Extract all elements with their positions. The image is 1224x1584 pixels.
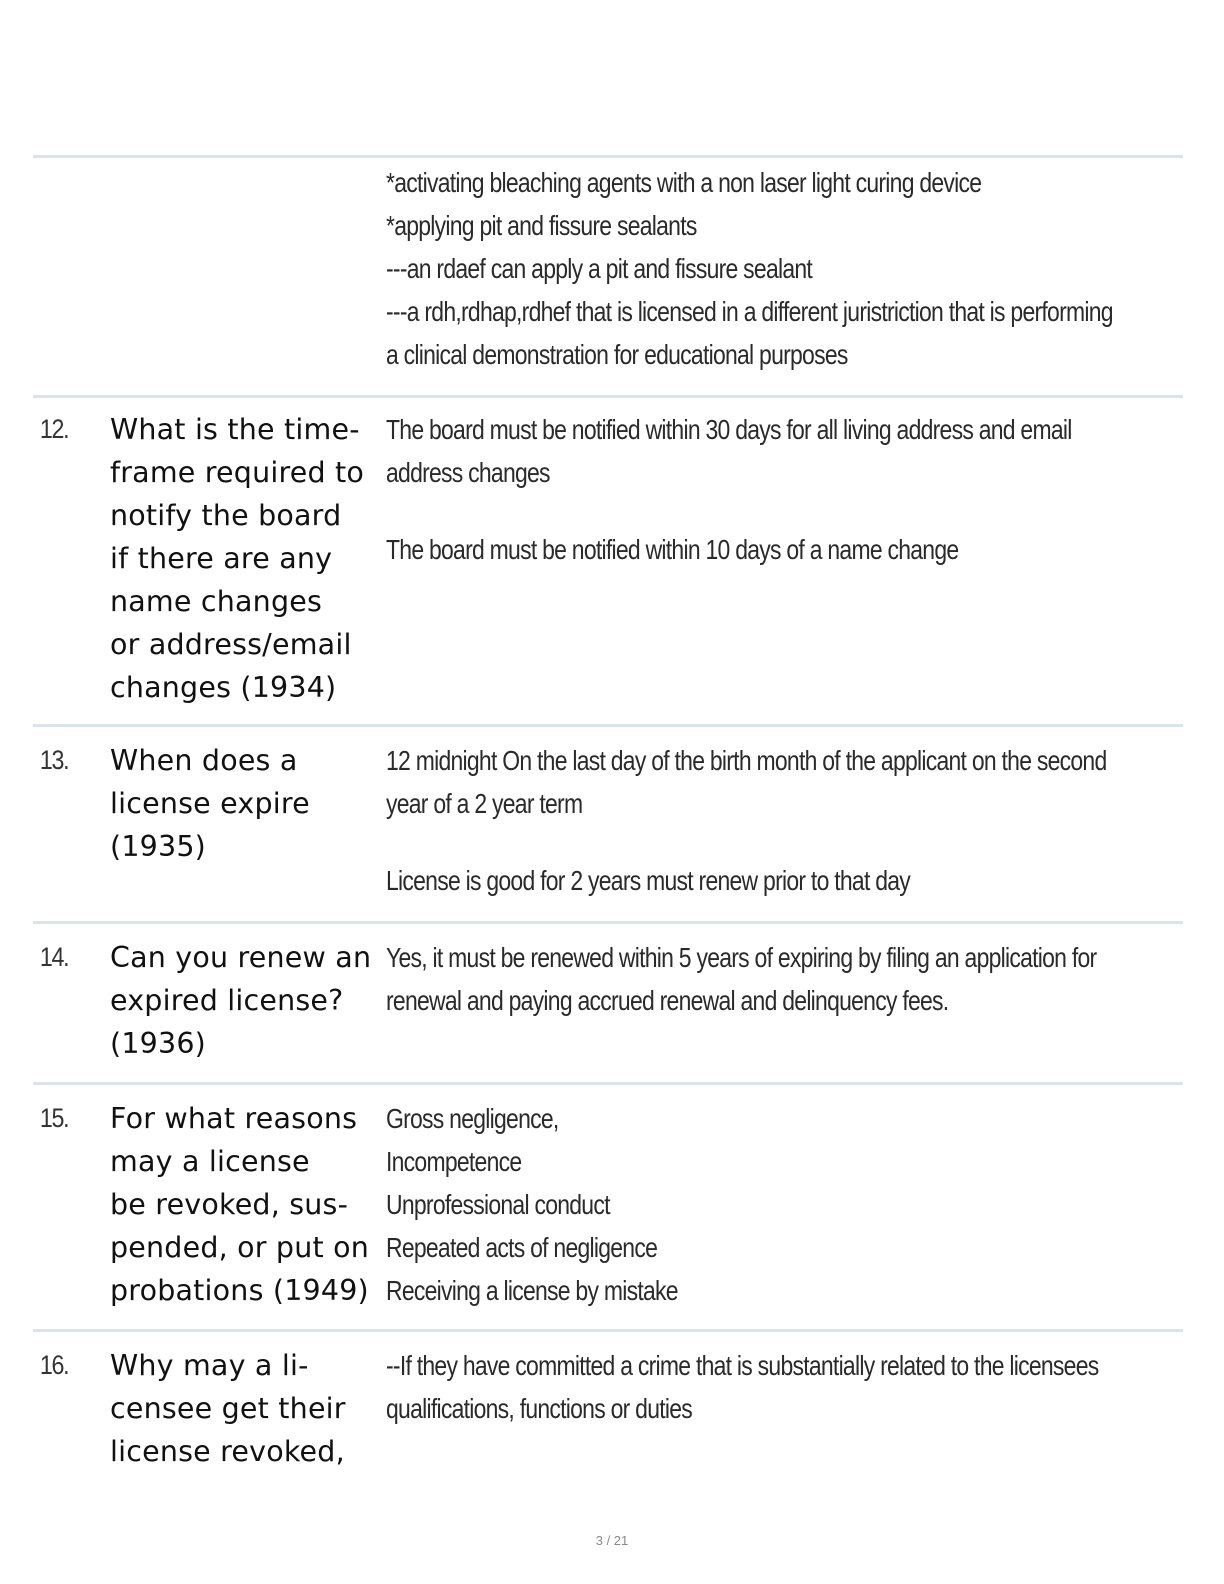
table-row (33, 155, 1183, 395)
answer-paragraph (386, 936, 1224, 1022)
answer-line: year of a 2 year term (386, 788, 583, 819)
answer-line: Incompetence (386, 1146, 522, 1177)
question-line: Why may a li- (110, 1349, 309, 1382)
answer-line: Receiving a license by mistake (386, 1275, 678, 1306)
table-row (33, 921, 1183, 1082)
answer-line: a clinical demonstration for educational purposes (386, 339, 848, 370)
answer-line: License is good for 2 years must renew prior to that day (386, 865, 911, 896)
question-cell (110, 161, 386, 376)
question-cell (110, 1344, 386, 1473)
question-line: license expire (110, 787, 310, 820)
answer-cell (386, 1344, 1224, 1473)
row-number: 13. (39, 745, 69, 775)
table-row (33, 395, 1183, 724)
question-line: When does a (110, 744, 298, 777)
answer-line: renewal and paying accrued renewal and delinquency fees. (386, 985, 949, 1016)
row-number: 12. (39, 414, 69, 444)
question-line: Can you renew an (110, 941, 372, 974)
answer-line: Gross negligence, (386, 1103, 559, 1134)
answer-line: address changes (386, 457, 550, 488)
question-cell (110, 408, 386, 709)
question-line: probations (1949) (110, 1274, 369, 1307)
question-cell (110, 936, 386, 1065)
answer-cell (386, 936, 1224, 1065)
answer-paragraph (386, 528, 1222, 571)
answer-paragraph (386, 161, 1224, 376)
question-line: license revoked, (110, 1435, 345, 1468)
answer-paragraph (386, 859, 1224, 902)
table-row (33, 1082, 1183, 1329)
question-line: (1935) (110, 830, 206, 863)
answer-line: *applying pit and fissure sealants (386, 210, 697, 241)
question-line: or address/email (110, 628, 352, 661)
answer-line: The board must be notified within 10 days of a name change (386, 534, 959, 565)
answer-cell (386, 1097, 1183, 1312)
question-line: pended, or put on (110, 1231, 370, 1264)
question-line: if there are any (110, 542, 333, 575)
table-row (33, 1329, 1183, 1473)
answer-cell (386, 161, 1224, 376)
question-line: frame required to (110, 456, 365, 489)
question-line: name changes (110, 585, 323, 618)
question-line: What is the time- (110, 413, 360, 446)
answer-paragraph (386, 1097, 1183, 1312)
question-line: censee get their (110, 1392, 346, 1425)
row-number: 15. (39, 1103, 69, 1133)
answer-line: ---a rdh,rdhap,rdhef that is licensed in a different juristriction that is performing (386, 296, 1113, 327)
answer-line: 12 midnight On the last day of the birth month of the applicant on the second (386, 745, 1107, 776)
row-number (33, 161, 99, 376)
answer-paragraph (386, 739, 1224, 825)
page-number: 3 / 21 (595, 1533, 629, 1548)
table-row (33, 724, 1183, 921)
answer-cell (386, 739, 1224, 902)
answer-line: ---an rdaef can apply a pit and fissure sealant (386, 253, 813, 284)
question-line: notify the board (110, 499, 342, 532)
question-line: changes (1934) (110, 671, 337, 704)
answer-line: Unprofessional conduct (386, 1189, 610, 1220)
row-number: 16. (39, 1350, 69, 1380)
question-line: (1936) (110, 1027, 206, 1060)
answer-cell (386, 408, 1222, 709)
question-line: expired license? (110, 984, 344, 1017)
flashcard-table (33, 155, 1183, 1473)
answer-paragraph (386, 1344, 1224, 1430)
answer-line: Repeated acts of negligence (386, 1232, 658, 1263)
answer-line: qualifications, functions or duties (386, 1393, 693, 1424)
question-line: be revoked, sus- (110, 1188, 349, 1221)
row-number: 14. (39, 942, 69, 972)
answer-line: Yes, it must be renewed within 5 years of expiring by filing an application for (386, 942, 1097, 973)
answer-line: *activating bleaching agents with a non laser light curing device (386, 167, 982, 198)
question-line: may a license (110, 1145, 310, 1178)
answer-line: --If they have committed a crime that is substantially related to the licensees (386, 1350, 1099, 1381)
answer-paragraph (386, 408, 1222, 494)
answer-line: The board must be notified within 30 days for all living address and email (386, 414, 1072, 445)
question-line: For what reasons (110, 1102, 358, 1135)
question-cell (110, 1097, 386, 1312)
question-cell (110, 739, 386, 902)
